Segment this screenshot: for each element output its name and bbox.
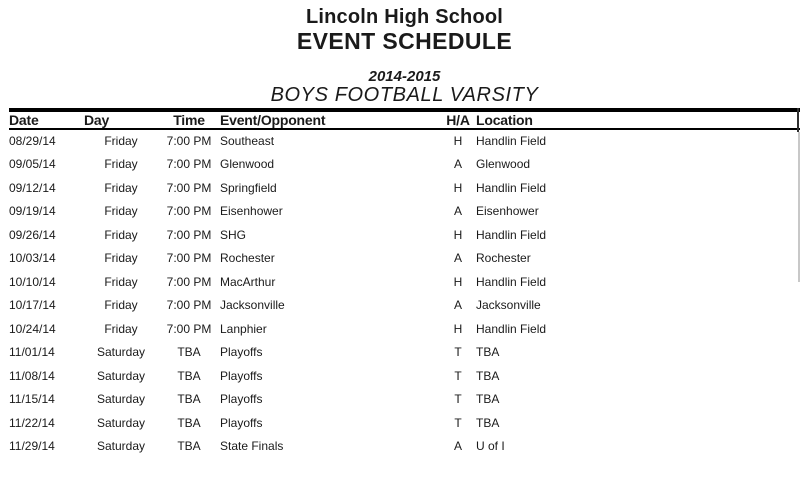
schedule-row: [9, 247, 800, 271]
date-cell: 08/29/14: [9, 134, 56, 149]
location-cell: Handlin Field: [476, 134, 547, 149]
date-cell: 10/10/14: [9, 274, 56, 289]
ha-cell: T: [454, 392, 462, 407]
ha-cell: A: [453, 439, 462, 454]
day-cell: Saturday: [96, 368, 146, 383]
location-cell: Eisenhower: [476, 204, 539, 219]
time-cell: 7:00 PM: [166, 134, 212, 149]
season-label: 2014-2015: [368, 68, 441, 85]
schedule-row: [9, 200, 800, 224]
location-cell: TBA: [476, 415, 500, 430]
location-cell: Handlin Field: [476, 274, 547, 289]
header-row: [9, 110, 800, 129]
event-cell: Playoffs: [220, 392, 263, 407]
schedule-row: [9, 435, 800, 459]
date-cell: 10/03/14: [9, 251, 56, 266]
location-cell: TBA: [476, 345, 500, 360]
time-cell: 7:00 PM: [166, 251, 212, 266]
schedule-row: [9, 129, 800, 153]
time-cell: 7:00 PM: [166, 227, 212, 242]
location-cell: Handlin Field: [476, 180, 547, 195]
date-cell: 11/01/14: [9, 345, 55, 360]
ha-cell: H: [453, 180, 463, 195]
ha-cell: H: [453, 227, 463, 242]
date-cell: 10/17/14: [9, 298, 56, 313]
event-cell: Playoffs: [220, 368, 263, 383]
column-header-time: Time: [173, 112, 205, 128]
time-cell: 7:00 PM: [166, 298, 212, 313]
day-cell: Friday: [104, 134, 138, 149]
column-header-day: Day: [84, 112, 110, 128]
ha-cell: H: [453, 134, 463, 149]
ha-cell: A: [453, 298, 462, 313]
date-cell: 09/19/14: [9, 204, 56, 219]
document-title: EVENT SCHEDULE: [296, 28, 513, 54]
day-cell: Friday: [104, 298, 138, 313]
ha-cell: T: [454, 368, 462, 383]
day-cell: Friday: [104, 274, 138, 289]
time-cell: TBA: [177, 392, 201, 407]
team-title: BOYS FOOTBALL VARSITY: [270, 84, 539, 106]
event-cell: Eisenhower: [220, 204, 283, 219]
column-header-date: Date: [9, 112, 39, 128]
event-cell: Southeast: [220, 134, 275, 149]
ha-cell: A: [453, 204, 462, 219]
schedule-row: [9, 411, 800, 435]
date-cell: 11/29/14: [9, 439, 55, 454]
date-cell: 09/26/14: [9, 227, 56, 242]
location-cell: Handlin Field: [476, 227, 547, 242]
time-cell: TBA: [177, 368, 201, 383]
event-cell: Lanphier: [220, 321, 267, 336]
schedule-row: [9, 388, 800, 412]
ha-cell: A: [453, 157, 462, 172]
column-header-ha: H/A: [446, 112, 470, 128]
date-cell: 11/08/14: [9, 368, 55, 383]
day-cell: Saturday: [96, 392, 146, 407]
event-cell: MacArthur: [220, 274, 276, 289]
day-cell: Friday: [104, 180, 138, 195]
ha-cell: H: [453, 321, 463, 336]
schedule-row: [9, 317, 800, 341]
date-cell: 09/12/14: [9, 180, 56, 195]
day-cell: Saturday: [96, 439, 146, 454]
event-cell: Springfield: [220, 180, 277, 195]
schedule-row: [9, 153, 800, 177]
time-cell: 7:00 PM: [166, 321, 212, 336]
time-cell: 7:00 PM: [166, 204, 212, 219]
date-cell: 09/05/14: [9, 157, 56, 172]
event-cell: SHG: [220, 227, 247, 242]
schedule-row: [9, 223, 800, 247]
schedule-table: [9, 108, 800, 458]
location-cell: U of I: [476, 439, 505, 454]
location-cell: Rochester: [476, 251, 531, 266]
day-cell: Saturday: [96, 345, 146, 360]
schedule-row: [9, 364, 800, 388]
date-cell: 11/22/14: [9, 415, 55, 430]
date-cell: 11/15/14: [9, 392, 55, 407]
location-cell: TBA: [476, 368, 500, 383]
event-cell: Jacksonville: [220, 298, 285, 313]
event-cell: Playoffs: [220, 345, 263, 360]
ha-cell: T: [454, 415, 462, 430]
column-header-location: Location: [476, 112, 533, 128]
time-cell: TBA: [177, 345, 201, 360]
day-cell: Friday: [104, 251, 138, 266]
day-cell: Friday: [104, 157, 138, 172]
day-cell: Friday: [104, 227, 138, 242]
schedule-row: [9, 176, 800, 200]
event-cell: Rochester: [220, 251, 275, 266]
event-cell: Glenwood: [220, 157, 275, 172]
time-cell: TBA: [177, 415, 201, 430]
ha-cell: H: [453, 274, 463, 289]
time-cell: TBA: [177, 439, 201, 454]
schedule-table-body: [9, 129, 800, 458]
event-cell: State Finals: [220, 439, 284, 454]
schedule-row: [9, 341, 800, 365]
event-cell: Playoffs: [220, 415, 263, 430]
ha-cell: T: [454, 345, 462, 360]
time-cell: 7:00 PM: [166, 274, 212, 289]
time-cell: 7:00 PM: [166, 157, 212, 172]
schedule-table-header: [9, 110, 800, 129]
day-cell: Saturday: [96, 415, 146, 430]
column-header-event: Event/Opponent: [220, 112, 326, 128]
document-header: [9, 6, 800, 106]
location-cell: Jacksonville: [476, 298, 541, 313]
schedule-row: [9, 270, 800, 294]
schedule-row: [9, 294, 800, 318]
time-cell: 7:00 PM: [166, 180, 212, 195]
location-cell: Handlin Field: [476, 321, 547, 336]
day-cell: Friday: [104, 321, 138, 336]
date-cell: 10/24/14: [9, 321, 56, 336]
ha-cell: A: [453, 251, 462, 266]
table-right-border-header-segment: [797, 108, 799, 132]
location-cell: TBA: [476, 392, 500, 407]
table-right-border-faint-segment: [798, 132, 800, 282]
day-cell: Friday: [104, 204, 138, 219]
school-name: Lincoln High School: [305, 6, 504, 28]
location-cell: Glenwood: [476, 157, 531, 172]
